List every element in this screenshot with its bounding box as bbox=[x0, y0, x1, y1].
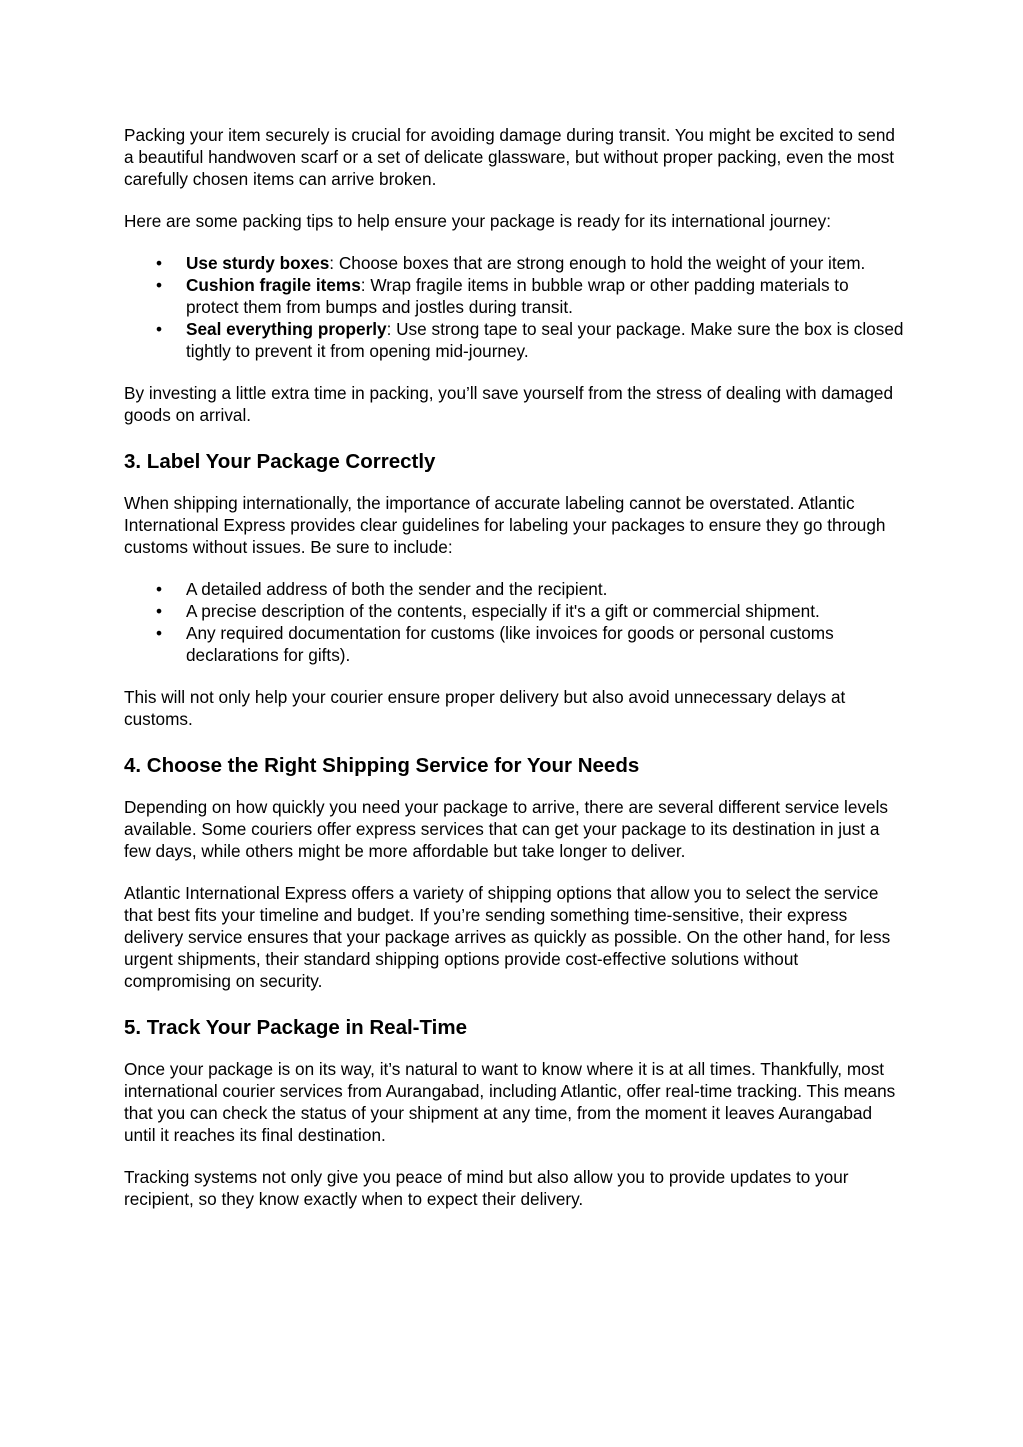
section-3-heading: 3. Label Your Package Correctly bbox=[124, 450, 436, 473]
list-item bbox=[186, 318, 904, 362]
tip-term: Cushion fragile items bbox=[186, 275, 361, 295]
list-item: • A precise description of the contents, especially if it's a gift or commercial shipment. bbox=[186, 600, 904, 622]
list-item bbox=[186, 274, 904, 318]
list-item: • Any required documentation for customs (like invoices for goods or personal customs declarations for gifts). bbox=[186, 622, 904, 666]
section-5-paragraph-2: Tracking systems not only give you peace of mind but also allow you to provide updates to your recipient, so they know exactly when to expect their delivery. bbox=[124, 1167, 849, 1209]
list-item: • A detailed address of both the sender and the recipient. bbox=[186, 578, 904, 600]
section-4-heading: 4. Choose the Right Shipping Service for Your Needs bbox=[124, 754, 640, 777]
intro-paragraph-2: Here are some packing tips to help ensure your package is ready for its international journey: bbox=[124, 211, 831, 231]
tip-term: Use sturdy boxes bbox=[186, 253, 330, 273]
tip-term: Seal everything properly bbox=[186, 319, 387, 339]
section-5-heading: 5. Track Your Package in Real-Time bbox=[124, 1016, 467, 1039]
packing-outro-paragraph: By investing a little extra time in packing, you’ll save yourself from the stress of dealing with damaged goods on arrival. bbox=[124, 383, 894, 425]
section-3-paragraph-2: This will not only help your courier ensure proper delivery but also avoid unnecessary delays at customs. bbox=[124, 687, 846, 729]
section-4-paragraph-1: Depending on how quickly you need your package to arrive, there are several different service levels available. Some couriers offer express services that can get your package to its destination in just a few days, while others might be more affordable but take longer to deliver. bbox=[124, 797, 889, 861]
intro-paragraph-1: Packing your item securely is crucial for avoiding damage during transit. You might be excited to send a beautiful handwoven scarf or a set of delicate glassware, but without proper packing, even the most carefully chosen items can arrive broken. bbox=[124, 125, 895, 189]
document-page bbox=[124, 124, 904, 1230]
list-item bbox=[186, 252, 904, 274]
section-4-paragraph-2: Atlantic International Express offers a variety of shipping options that allow you to select the service that best fits your timeline and budget. If you’re sending something time-sensitive, their express delivery service ensures that your package arrives as quickly as possible. On the other hand, for less urgent shipments, their standard shipping options provide cost-effective solutions without compromising on security. bbox=[124, 883, 891, 991]
labeling-list bbox=[124, 578, 904, 666]
tip-text: : Wrap fragile items in bubble wrap or other padding materials to protect them from bumps and jostles during transit. bbox=[186, 275, 849, 317]
section-3-paragraph-1: When shipping internationally, the importance of accurate labeling cannot be overstated. Atlantic International Express provides clear guidelines for labeling your packages to ensure they go through customs without issues. Be sure to include: bbox=[124, 493, 886, 557]
tip-text: : Use strong tape to seal your package. Make sure the box is closed tightly to prevent it from opening mid-journey. bbox=[186, 319, 904, 361]
packing-tips-list bbox=[124, 252, 904, 362]
tip-text: : Choose boxes that are strong enough to hold the weight of your item. bbox=[329, 253, 866, 273]
section-5-paragraph-1: Once your package is on its way, it’s natural to want to know where it is at all times. Thankfully, most international courier services from Aurangabad, including Atlantic, offer real-time tracking. This means that you can check the status of your shipment at any time, from the moment it leaves Aurangabad until it reaches its final destination. bbox=[124, 1059, 896, 1145]
